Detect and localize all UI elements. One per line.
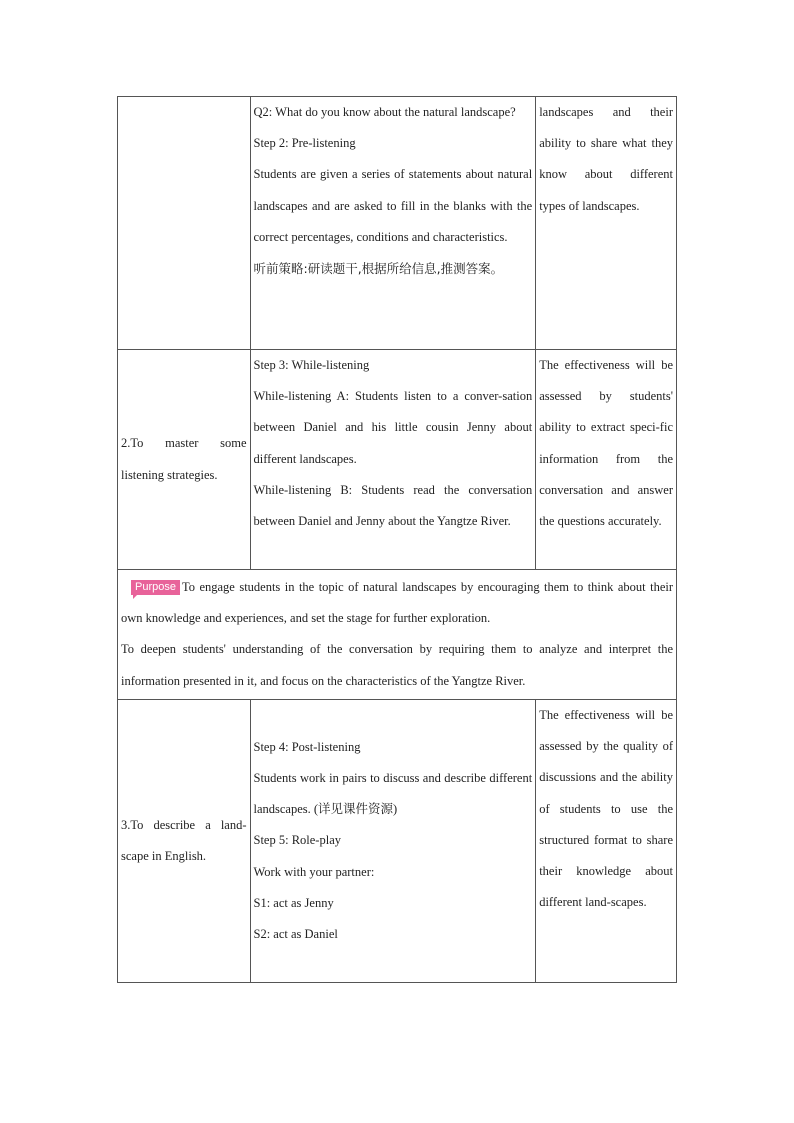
activity-line: Step 5: Role-play: [253, 833, 341, 848]
purpose-cell: [118, 570, 677, 700]
activities-cell: [250, 97, 536, 350]
table-row: [118, 700, 677, 983]
assessment-cell: The effectiveness will be assessed by the quality of discussions and the ability of students to use the structured format to share their knowledge about different land-scapes.: [536, 700, 677, 983]
activity-line: Students work in pairs to discuss and describe different landscapes. (详见课件资源): [253, 770, 533, 817]
activities-cell: [250, 350, 536, 570]
purpose-badge: Purpose: [131, 580, 180, 595]
activity-line: While-listening A: Students listen to a conver-sation between Daniel and his little cousin Jenny about different landscapes.: [253, 389, 533, 466]
activity-line: Q2: What do you know about the natural landscape?: [253, 105, 516, 119]
objective-cell: [118, 97, 251, 350]
assessment-cell: The effectiveness will be assessed by students' ability to extract speci-fic information from the conversation and answer the questions accurately.: [536, 350, 677, 570]
assessment-cell: landscapes and their ability to share what they know about different types of landscapes.: [536, 97, 677, 350]
purpose-text: To deepen students' understanding of the conversation by requiring them to analyze and interpret the information presented in it, and focus on the characteristics of the Yangtze River.: [121, 642, 673, 688]
activity-line: S2: act as Daniel: [253, 927, 338, 941]
activity-line: Students are given a series of statements about natural landscapes and are asked to fill in the blanks with the correct percentages, conditions and characteristics.: [253, 167, 533, 244]
activity-line: Work with your partner:: [253, 864, 375, 879]
activity-line: While-listening B: Students read the conversation between Daniel and Jenny about the Yangtze River.: [253, 482, 533, 529]
purpose-row: [118, 570, 677, 700]
activity-line: 听前策略:研读题干,根据所给信息,推测答案。: [253, 261, 504, 277]
activity-line: S1: act as Jenny: [253, 895, 334, 910]
purpose-text: To engage students in the topic of natural landscapes by encouraging them to think about their own knowledge and experiences, and set the stage for further exploration.: [121, 580, 673, 626]
table-row: [118, 350, 677, 570]
activity-line: Step 4: Post-listening: [253, 739, 361, 754]
activities-cell: [250, 700, 536, 983]
activity-line: Step 3: While-listening: [253, 358, 370, 372]
objective-cell: 2.To master some listening strategies.: [118, 350, 251, 570]
table-row: [118, 97, 677, 350]
objective-cell: 3.To describe a land-scape in English.: [118, 700, 251, 983]
activity-line: Step 2: Pre-listening: [253, 136, 356, 151]
lesson-plan-table: [117, 96, 677, 983]
